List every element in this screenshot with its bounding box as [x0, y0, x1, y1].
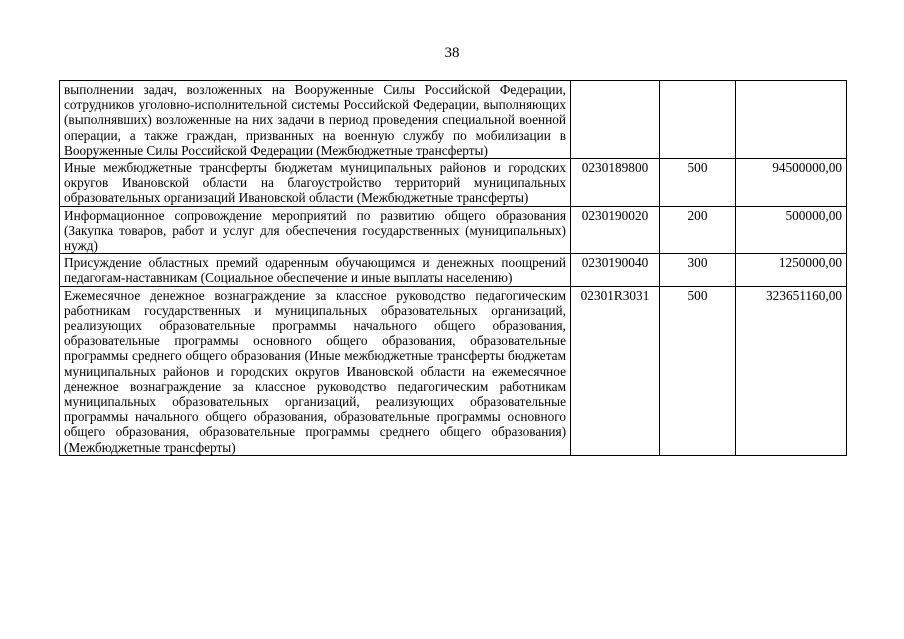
row-expense-type: 500: [660, 286, 736, 455]
page-number: 38: [444, 45, 460, 61]
row-expense-type: [660, 81, 736, 159]
row-description: выполнении задач, возложенных на Вооруженные Силы Российской Федерации, сотрудников уголовно-исполнительной системы Российской Федерации, выполняющих (выполнявших) возложенные на них задачи в период проведения специальной военной операции, а также граждан, призванных на военную службу по мобилизации в Вооруженные Силы Российской Федерации (Межбюджетные трансферты): [60, 81, 571, 159]
table-row: [60, 206, 847, 254]
row-target-code: 0230190020: [571, 206, 660, 254]
row-amount: 500000,00: [736, 206, 847, 254]
table-row: [60, 159, 847, 207]
table-row: [60, 286, 847, 455]
row-target-code: 0230190040: [571, 254, 660, 286]
row-expense-type: 200: [660, 206, 736, 254]
row-description: Ежемесячное денежное вознаграждение за классное руководство педагогическим работникам государственных и муниципальных образовательных организаций, реализующих образовательные программы начального общего образования, образовательные программы основного общего образования, образовательные программы среднего общего образования (Иные межбюджетные трансферты бюджетам муниципальных районов и городских округов Ивановской области на ежемесячное денежное вознаграждение за классное руководство педагогическим работникам муниципальных образовательных организаций, реализующих образовательные программы начального общего образования, образовательные программы основного общего образования, образовательные программы среднего общего образования) (Межбюджетные трансферты): [60, 286, 571, 455]
row-description: Информационное сопровождение мероприятий по развитию общего образования (Закупка товаров, работ и услуг для обеспечения государственных (муниципальных) нужд): [60, 206, 571, 254]
row-expense-type: 500: [660, 159, 736, 207]
row-target-code: 0230189800: [571, 159, 660, 207]
row-amount: 323651160,00: [736, 286, 847, 455]
budget-table: [59, 80, 847, 456]
row-target-code: [571, 81, 660, 159]
table-row: [60, 254, 847, 286]
table-row: [60, 81, 847, 159]
row-amount: [736, 81, 847, 159]
row-target-code: 02301R3031: [571, 286, 660, 455]
row-amount: 94500000,00: [736, 159, 847, 207]
row-amount: 1250000,00: [736, 254, 847, 286]
row-expense-type: 300: [660, 254, 736, 286]
row-description: Присуждение областных премий одаренным обучающимся и денежных поощрений педагогам-наставникам (Социальное обеспечение и иные выплаты населению): [60, 254, 571, 286]
row-description: Иные межбюджетные трансферты бюджетам муниципальных районов и городских округов Ивановской области на благоустройство территорий муниципальных образовательных организаций Ивановской области (Межбюджетные трансферты): [60, 159, 571, 207]
